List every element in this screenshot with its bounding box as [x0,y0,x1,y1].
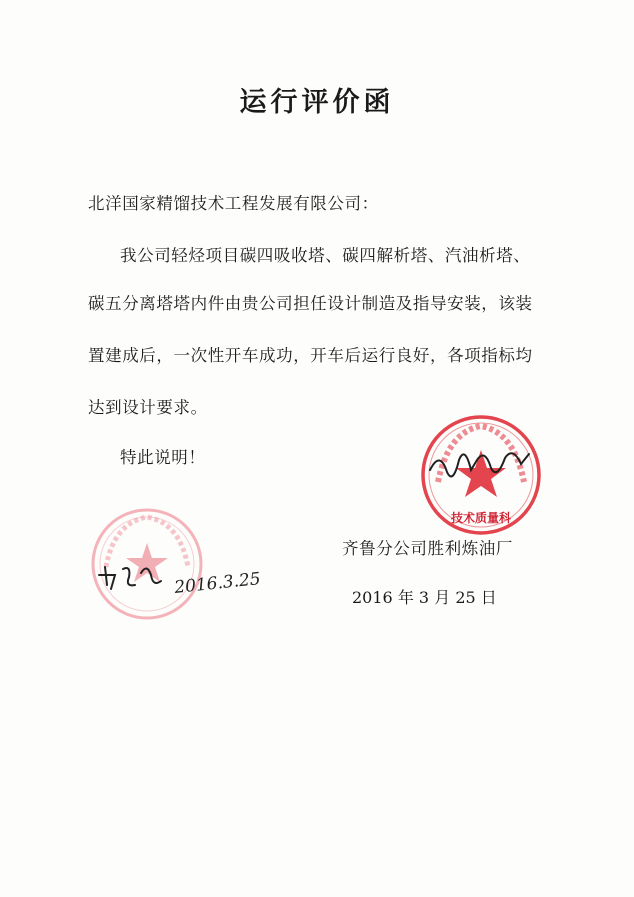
body-line-3: 置建成后，一次性开车成功，开车后运行良好，各项指标均 [88,346,533,365]
body-line-1: 我公司轻烃项目碳四吸收塔、碳四解析塔、汽油析塔、 [120,246,531,265]
date-day: 25 [455,588,476,607]
body-line-2: 碳五分离塔塔内件由贵公司担任设计制造及指导安装，该装 [88,294,533,313]
date-month: 3 [418,588,430,607]
addressee: 北洋国家精馏技术工程发展有限公司： [88,194,379,213]
closing-text: 特此说明！ [120,448,206,467]
date-year-unit: 年 [397,588,414,607]
date-month-unit: 月 [434,588,451,607]
handwritten-signature-right [425,440,535,490]
date-day-unit: 日 [480,588,497,607]
document-date [352,585,497,608]
date-year: 2016 [352,588,393,607]
handwritten-signature-left [95,555,265,605]
handwritten-date-left: 2016.3.25 [173,569,262,598]
body-line-4: 达到设计要求。 [88,398,208,417]
document-title: 运行评价函 [239,87,395,118]
stamp-department-label: 技术质量科 [450,511,512,525]
signature-organization: 齐鲁分公司胜利炼油厂 [342,539,513,558]
